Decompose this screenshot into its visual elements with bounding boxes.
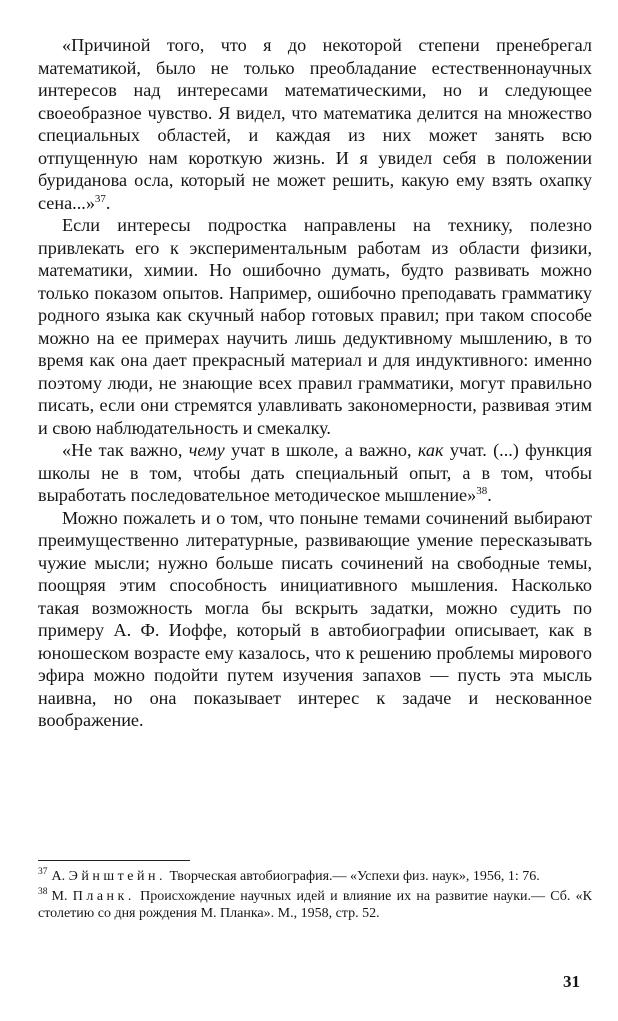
paragraph-text: Можно пожалеть и о том, что поныне темами сочинений выбирают преимущественно литературные, развивающие умение пересказывать чужие мысли; нужно больше писать сочинений на свободные темы, поощряя этим способность инициативного мышления. Насколько такая возможность могла бы вскрыть задатки, можно судить по примеру А. Ф. Иоффе, который в автобиографии описывает, как в юношеском возрасте ему казалось, что к решению проблемы мирового эфира можно подойти путем изучения запахов — пусть эта мысль наивна, но она показывает интерес к задаче и нескованное воображение.: [38, 507, 592, 730]
paragraph-end: .: [105, 192, 111, 213]
footnote-initial: А.: [51, 869, 66, 884]
footnote-author: Эйнштейн.: [68, 869, 166, 884]
paragraph-essays: [38, 507, 592, 732]
emphasis-word: как: [417, 440, 444, 460]
footnote-item: [38, 888, 592, 923]
footnote-initial: М.: [51, 888, 68, 904]
footnote-author: Планк.: [72, 888, 135, 904]
footnote-text: Происхождение научных идей и влияние их на развитие науки.— Сб. «К столетию со дня рождения М. Планка». М., 1958, стр. 52.: [38, 888, 593, 921]
footnote-text: Творческая автобиография.— «Успехи физ. наук», 1956, 1: 76.: [169, 869, 540, 884]
paragraph-end: .: [487, 485, 492, 505]
main-text: [38, 34, 592, 732]
footnote-ref: 38: [476, 484, 488, 497]
footnote-item: [38, 868, 592, 886]
footnote-ref: 37: [94, 192, 106, 205]
emphasis-word: чему: [188, 440, 225, 460]
footnote-mark: 38: [38, 886, 48, 897]
paragraph-technics: [38, 214, 592, 439]
paragraph-einstein-quote: [38, 34, 592, 214]
footnote-mark: 37: [38, 867, 48, 878]
page-number: 31: [563, 972, 580, 991]
paragraph-text: Если интересы подростка направлены на технику, полезно привлекать его к экспериментальным работам из области физики, математики, химии. Но ошибочно думать, будто развивать можно только показом опытов. Например, ошибочно преподавать грамматику родного языка как скучный набор готовых правил; при таком способе можно на ее примерах научить лишь дедуктивному мышлению, в то время как она дает прекрасный материал и для индуктивного: именно поэтому люди, не знающие всех правил грамматики, могут правильно писать, если они стремятся улавливать закономерности, развивая этим и свою наблюдательность и смекалку.: [38, 215, 592, 438]
footnotes: [38, 868, 592, 925]
footnote-divider: [38, 860, 190, 861]
paragraph-text: «Не так важно,: [62, 440, 189, 460]
paragraph-planck-quote: [38, 439, 592, 507]
paragraph-text: учат. (...) функция школы не в том, чтобы дать специальный опыт, а в том, чтобы выработать последовательное методическое мышление»: [38, 440, 592, 505]
paragraph-text: «Причиной того, что я до некоторой степени пренебрегал математикой, было не только преобладание естественнонаучных интересов над интересами математическими, но и следующее своеобразное чувство. Я видел, что математика делится на множество специальных областей, и каждая из них может занять всю отпущенную нам короткую жизнь. И я увидел себя в положении буриданова осла, который не может решить, какую ему взять охапку сена...»: [38, 35, 592, 213]
paragraph-text: учат в школе, а важно,: [224, 440, 418, 460]
